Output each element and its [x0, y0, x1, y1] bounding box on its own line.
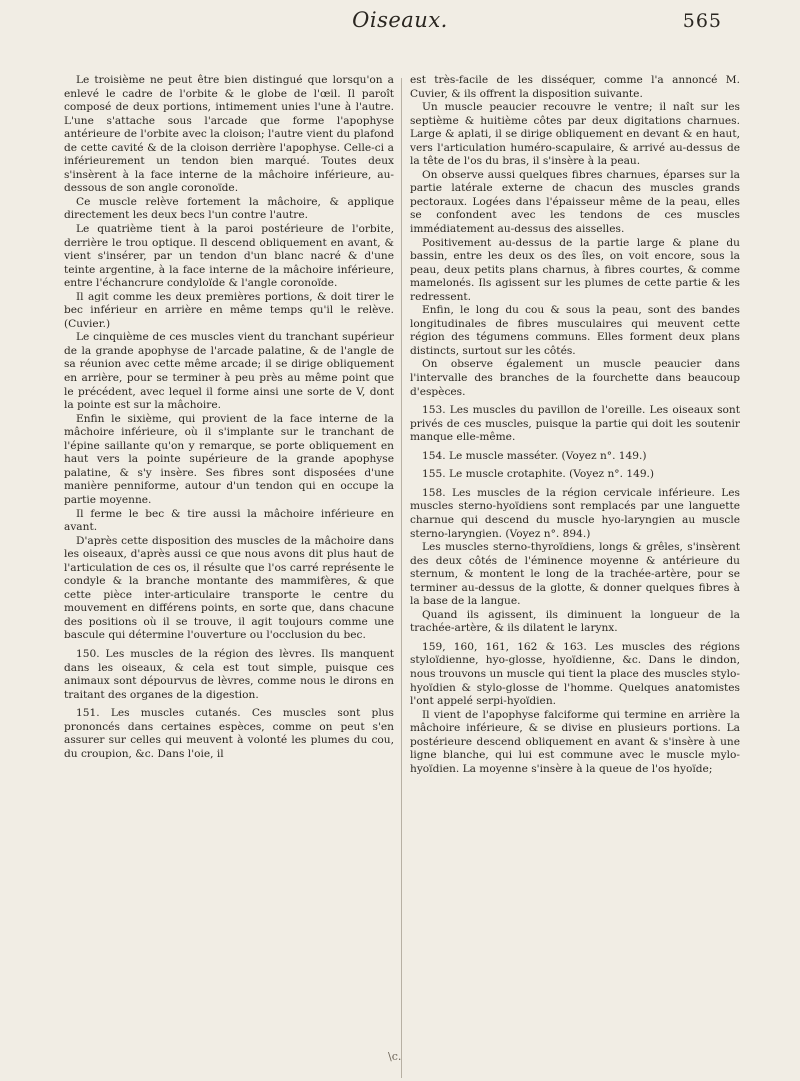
- section-paragraph-151: 151. Les muscles cutanés. Ces muscles sont plus prononcés dans certaines espèces, comme on peut s'en assurer sur celles qui meuvent à volonté les plumes du cou, du croupion, &c. Dans l'oie, il: [64, 707, 394, 760]
- paragraph: On observe également un muscle peaucier dans l'intervalle des branches de la fourchette dans beaucoup d'espèces.: [410, 358, 740, 398]
- paragraph: D'après cette disposition des muscles de la mâchoire dans les oiseaux, d'après aussi ce que nous avons dit plus haut de l'articulation de ces os, il résulte que l'os carré représente le condyle & la branche montante des mammifères, & que cette pièce inter-articulaire transporte le centre du mouvement en différens points, en sorte que, dans chacune des positions où il se trouve, il agit toujours comme une bascule qui détermine l'ouverture ou l'occlusion du bec.: [64, 534, 394, 642]
- right-column: [410, 74, 740, 776]
- paragraph: Il vient de l'apophyse falciforme qui termine en arrière la mâchoire inférieure, & se divise en plusieurs portions. La postérieure descend obliquement en avant & s'insère à une ligne blanche, qui lui est commune avec le muscle mylo-hyoïdien. La moyenne s'insère à la queue de l'os hyoïde;: [410, 708, 740, 775]
- paragraph: Le troisième ne peut être bien distingué que lorsqu'on a enlevé le cadre de l'orbite & le globe de l'œil. Il paroît composé de deux portions, intimement unies l'une à l'autre. L'une s'attache sous l'arcade que forme l'apophyse antérieure de l'orbite avec la cloison; l'autre vient du plafond de cette cavité & de la cloison derrière l'apophyse. Celle-ci a inférieurement un tendon bien marqué. Toutes deux s'insèrent à la face interne de la mâchoire inférieure, au-dessous de son angle coronoïde.: [64, 74, 394, 195]
- paragraph: Positivement au-dessus de la partie large & plane du bassin, entre les deux os des îles, on voit encore, sous la peau, deux petits plans charnus, à fibres courtes, & comme mamelonés. Ils agissent sur les plumes de cette partie & les redressent.: [410, 236, 740, 303]
- paragraph: Le quatrième tient à la paroi postérieure de l'orbite, derrière le trou optique. Il descend obliquement en avant, & vient s'insérer, par un tendon d'un blanc nacré & d'une teinte argentine, à la face interne de la mâchoire inférieure, entre l'échancrure condyloïde & l'angle coronoïde.: [64, 223, 394, 290]
- page-header: [0, 8, 800, 44]
- left-column: [64, 74, 394, 761]
- paragraph: Les muscles sterno-thyroïdiens, longs & grêles, s'insèrent des deux côtés de l'éminence moyenne & antérieure du sternum, & montent le long de la trachée-artère, pour se terminer au-dessus de la glotte, & donner quelques fibres à la base de la langue.: [410, 541, 740, 608]
- paragraph: Enfin, le long du cou & sous la peau, sont des bandes longitudinales de fibres musculaires qui meuvent cette région des tégumens communs. Elles forment deux plans distincts, surtout sur les côtés.: [410, 304, 740, 357]
- column-divider: [401, 78, 402, 1078]
- paragraph: Quand ils agissent, ils diminuent la longueur de la trachée-artère, & ils dilatent le larynx.: [410, 608, 740, 635]
- section-paragraph-150: 150. Les muscles de la région des lèvres. Ils manquent dans les oiseaux, & cela est tout simple, puisque ces animaux sont dépourvus de lèvres, comme nous le dirons en traitant des organes de la digestion.: [64, 647, 394, 701]
- paragraph: Le cinquième de ces muscles vient du tranchant supérieur de la grande apophyse de l'arcade palatine, & de l'angle de sa réunion avec cette même arcade; il se dirige obliquement en arrière, pour se terminer à peu près au même point que le précédent, avec lequel il forme ainsi une sorte de V, dont la pointe est sur la mâchoire.: [64, 331, 394, 412]
- section-paragraph-158: 158. Les muscles de la région cervicale inférieure. Les muscles sterno-hyoïdiens sont remplacés par une languette charnue qui descend du muscle hyo-laryngien au muscle sterno-laryngien. (Voyez n°. 894.): [410, 486, 740, 540]
- footer-mark: \c.: [388, 1050, 402, 1063]
- paragraph: Ce muscle relève fortement la mâchoire, & applique directement les deux becs l'un contre l'autre.: [64, 195, 394, 222]
- section-paragraph-154: 154. Le muscle masséter. (Voyez n°. 149.): [422, 449, 647, 462]
- paragraph: On observe aussi quelques fibres charnues, éparses sur la partie latérale externe de chacun des muscles grands pectoraux. Logées dans l'épaisseur même de la peau, elles se confondent avec les tendons de ces muscles immédiatement au-dessus des aisselles.: [410, 168, 740, 236]
- page-number: 565: [682, 10, 722, 32]
- running-title: Oiseaux.: [352, 8, 448, 32]
- section-paragraph-159: 159, 160, 161, 162 & 163. Les muscles des régions styloïdienne, hyo-glosse, hyoïdienne, &c. Dans le dindon, nous trouvons un muscle qui tient la place des muscles stylo-hyoïdien & stylo-glosse de l'homme. Quelques anatomistes l'ont appelé serpi-hyoïdien.: [410, 640, 740, 708]
- section-paragraph-153: 153. Les muscles du pavillon de l'oreille. Les oiseaux sont privés de ces muscles, puisque la partie qui doit les soutenir manque elle-même.: [410, 404, 740, 444]
- section-paragraph-155: 155. Le muscle crotaphite. (Voyez n°. 149.): [422, 468, 655, 481]
- paragraph: est très-facile de les disséquer, comme l'a annoncé M. Cuvier, & ils offrent la disposition suivante.: [410, 74, 740, 100]
- paragraph: Il ferme le bec & tire aussi la mâchoire inférieure en avant.: [64, 507, 394, 534]
- paragraph: Un muscle peaucier recouvre le ventre; il naît sur les septième & huitième côtes par deux digitations charnues. Large & aplati, il se dirige obliquement en devant & en haut, vers l'articulation huméro-scapulaire, & arrivé au-dessus de la tête de l'os du bras, il s'insère à la peau.: [410, 101, 740, 168]
- paragraph: Enfin le sixième, qui provient de la face interne de la mâchoire inférieure, où il s'implante sur le tranchant de l'épine saillante qu'on y remarque, se porte obliquement en haut vers la pointe supérieure de la grande apophyse palatine, & s'y insère. Ses fibres sont disposées d'une manière penniforme, autour d'un tendon qui en occupe la partie moyenne.: [64, 412, 394, 506]
- paragraph: Il agit comme les deux premières portions, & doit tirer le bec inférieur en arrière en même temps qu'il le relève. (Cuvier.): [64, 290, 394, 330]
